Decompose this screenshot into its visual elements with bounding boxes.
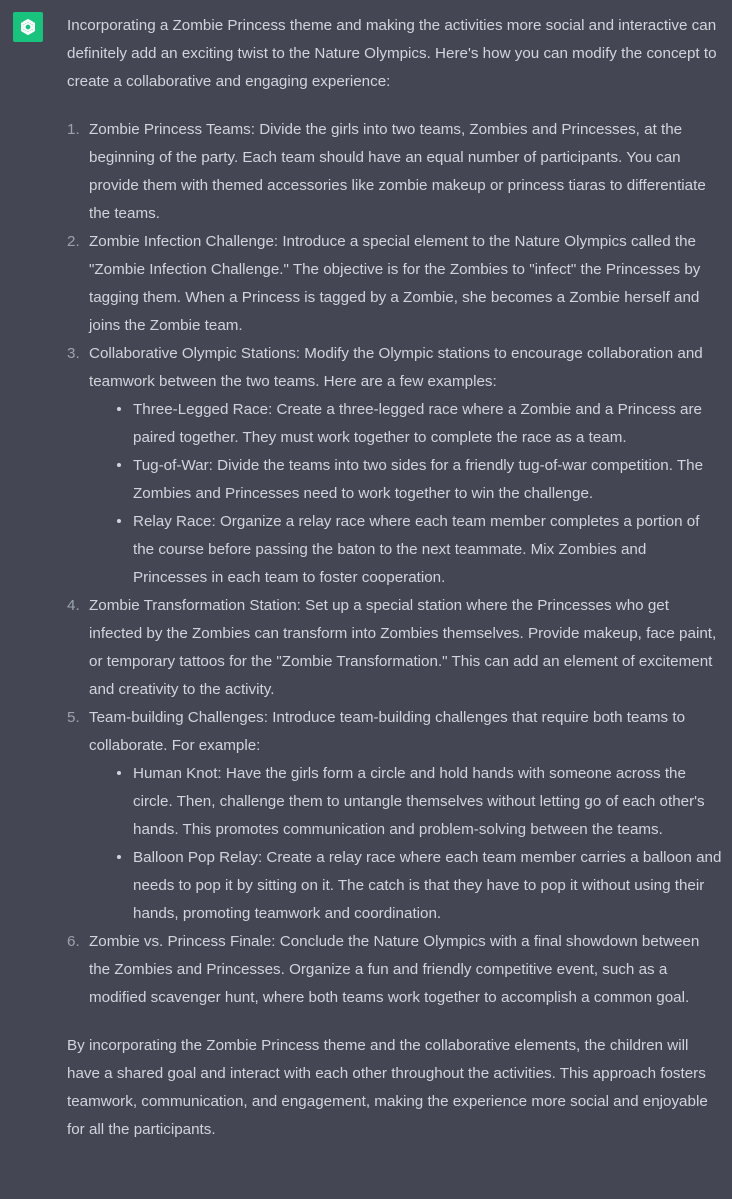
numbered-list <box>67 116 722 1012</box>
list-item-text: Team-building Challenges: Introduce team-building challenges that require both teams to collaborate. For example: <box>89 709 686 754</box>
bullet-list <box>89 760 722 928</box>
bullet-text: Relay Race: Organize a relay race where each team member completes a portion of the course before passing the baton to the next teammate. Mix Zombies and Princesses in each team to foster cooperation. <box>133 513 700 586</box>
bullet-text: Human Knot: Have the girls form a circle and hold hands with someone across the circle. Then, challenge them to untangle themselves without letting go of each other's hands. This promotes communication and problem-solving between the teams. <box>133 765 705 838</box>
list-item <box>67 592 722 704</box>
list-item-number: 6. <box>67 933 80 950</box>
openai-logo-icon <box>18 17 38 37</box>
intro-paragraph: Incorporating a Zombie Princess theme and making the activities more social and interactive can definitely add an exciting twist to the Nature Olympics. Here's how you can modify the concept to create a collaborative and engaging experience: <box>67 17 717 90</box>
bullet-dot-icon <box>117 771 121 775</box>
list-item <box>67 704 722 928</box>
bullet-text: Balloon Pop Relay: Create a relay race where each team member carries a balloon and needs to pop it by sitting on it. The catch is that they have to pop it without using their hands, promoting teamwork and coordination. <box>133 849 722 922</box>
bullet-dot-icon <box>117 407 121 411</box>
list-item-text: Collaborative Olympic Stations: Modify the Olympic stations to encourage collaboration and teamwork between the two teams. Here are a few examples: <box>89 345 703 390</box>
bullet-list <box>89 396 722 592</box>
bullet-text: Three-Legged Race: Create a three-legged race where a Zombie and a Princess are paired together. They must work together to complete the race as a team. <box>133 401 703 446</box>
list-item-text: Zombie vs. Princess Finale: Conclude the Nature Olympics with a final showdown between the Zombies and Princesses. Organize a fun and friendly competitive event, such as a modified scavenger hunt, where both teams work together to accomplish a common goal. <box>89 933 700 1006</box>
bullet-item <box>111 844 722 928</box>
bullet-item <box>111 760 722 844</box>
bullet-dot-icon <box>117 519 121 523</box>
outro-paragraph: By incorporating the Zombie Princess theme and the collaborative elements, the children will have a shared goal and interact with each other throughout the activities. This approach fosters teamwork, communication, and engagement, making the experience more social and enjoyable for all the participants. <box>67 1037 708 1138</box>
list-item-text: Zombie Transformation Station: Set up a special station where the Princesses who get infected by the Zombies can transform into Zombies themselves. Provide makeup, face paint, or temporary tattoos for the "Zombie Transformation." This can add an element of excitement and creativity to the activity. <box>89 597 717 698</box>
bullet-item <box>111 396 722 452</box>
bullet-dot-icon <box>117 855 121 859</box>
bullet-item <box>111 508 722 592</box>
list-item-number: 2. <box>67 233 80 250</box>
list-item-number: 5. <box>67 709 80 726</box>
bullet-dot-icon <box>117 463 121 467</box>
list-item-number: 3. <box>67 345 80 362</box>
message-content <box>67 12 722 1144</box>
assistant-avatar <box>13 12 43 42</box>
list-item <box>67 928 722 1012</box>
list-item <box>67 340 722 592</box>
list-item <box>67 228 722 340</box>
bullet-text: Tug-of-War: Divide the teams into two sides for a friendly tug-of-war competition. The Zombies and Princesses need to work together to win the challenge. <box>133 457 704 502</box>
list-item-number: 4. <box>67 597 80 614</box>
list-item-number: 1. <box>67 121 80 138</box>
list-item-text: Zombie Princess Teams: Divide the girls into two teams, Zombies and Princesses, at the beginning of the party. Each team should have an equal number of participants. You can provide them with themed accessories like zombie makeup or princess tiaras to differentiate the teams. <box>89 121 706 222</box>
list-item <box>67 116 722 228</box>
bullet-item <box>111 452 722 508</box>
list-item-text: Zombie Infection Challenge: Introduce a special element to the Nature Olympics called the "Zombie Infection Challenge." The objective is for the Zombies to "infect" the Princesses by tagging them. When a Princess is tagged by a Zombie, she becomes a Zombie herself and joins the Zombie team. <box>89 233 701 334</box>
